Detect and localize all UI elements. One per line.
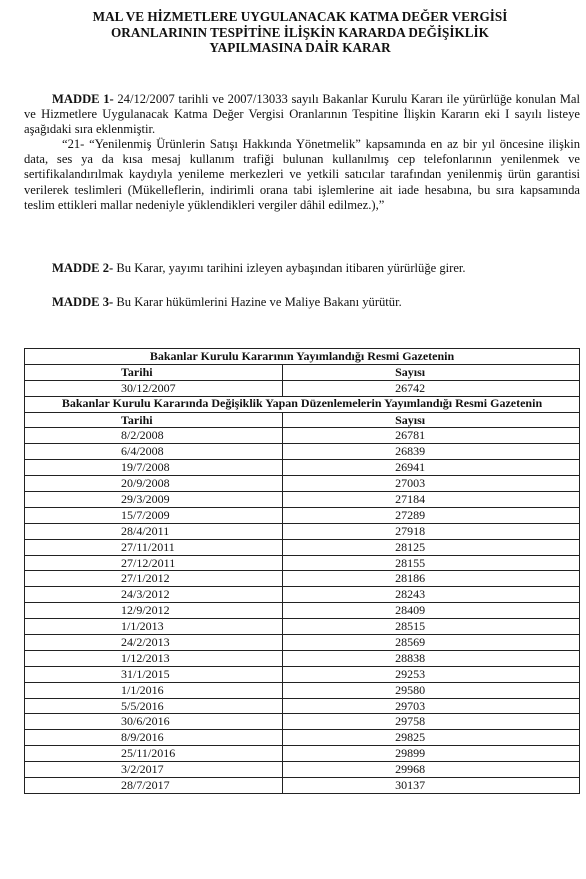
cell-number: 29253 [283, 666, 580, 682]
table-row [25, 603, 580, 619]
cell-date: 12/9/2012 [25, 603, 283, 619]
cell-date: 27/12/2011 [25, 555, 283, 571]
table-column-header-row [25, 364, 580, 380]
table-header-amendments: Bakanlar Kurulu Kararında Değişiklik Yapan Düzenlemelerin Yayımlandığı Resmi Gazetenin [25, 396, 580, 412]
cell-number: 28125 [283, 539, 580, 555]
table-row [25, 762, 580, 778]
table-row [25, 730, 580, 746]
cell-date: 27/1/2012 [25, 571, 283, 587]
table-row [25, 650, 580, 666]
column-header-number: Sayısı [283, 412, 580, 428]
cell-number: 26781 [283, 428, 580, 444]
cell-number: 26742 [283, 380, 580, 396]
table-row [25, 555, 580, 571]
cell-date: 28/4/2011 [25, 523, 283, 539]
column-header-number: Sayısı [283, 364, 580, 380]
madde-3-text: Bu Karar hükümlerini Hazine ve Maliye Bakanı yürütür. [116, 295, 402, 309]
cell-number: 30137 [283, 778, 580, 794]
madde-1-quote: “21- “Yenilenmiş Ürünlerin Satışı Hakkında Yönetmelik” kapsamında en az bir yıl öncesine ilişkin data, ses ya da kısa mesaj kullanım trafiği bulunan kullanılmış cep telefonlarının yenilenmek ve sertifikalandırılmak kaydıyla yenileme merkezleri ve yetkili satıcılar tarafından yenilenmiş ürün garantisi verilerek teslimleri (Mükelleflerin, indirimli orana tabi işlemlerine ait iade hesabına, bu sıra kapsamında teslim ettikleri mallar nedeniyle yüklendikleri vergiler dâhil edilmez.),” [24, 137, 580, 212]
cell-number: 27184 [283, 492, 580, 508]
cell-date: 28/7/2017 [25, 778, 283, 794]
cell-number: 27918 [283, 523, 580, 539]
cell-number: 29825 [283, 730, 580, 746]
cell-number: 26839 [283, 444, 580, 460]
madde-2-paragraph [24, 261, 580, 276]
document-title [40, 9, 560, 56]
table-row [25, 619, 580, 635]
table-row [25, 507, 580, 523]
cell-date: 15/7/2009 [25, 507, 283, 523]
cell-date: 1/1/2016 [25, 682, 283, 698]
cell-date: 29/3/2009 [25, 492, 283, 508]
cell-date: 8/9/2016 [25, 730, 283, 746]
gazette-table [24, 348, 580, 794]
cell-number: 29968 [283, 762, 580, 778]
title-line-1: MAL VE HİZMETLERE UYGULANACAK KATMA DEĞER VERGİSİ [92, 9, 508, 24]
cell-date: 5/5/2016 [25, 698, 283, 714]
cell-number: 28243 [283, 587, 580, 603]
cell-date: 27/11/2011 [25, 539, 283, 555]
cell-number: 29899 [283, 746, 580, 762]
cell-date: 24/2/2013 [25, 635, 283, 651]
cell-date: 3/2/2017 [25, 762, 283, 778]
table-row [25, 523, 580, 539]
table-header-amendments-row [25, 396, 580, 412]
table-row-original [25, 380, 580, 396]
table-row [25, 746, 580, 762]
table-row [25, 492, 580, 508]
cell-number: 28186 [283, 571, 580, 587]
cell-number: 29703 [283, 698, 580, 714]
table-row [25, 476, 580, 492]
cell-number: 29580 [283, 682, 580, 698]
cell-date: 8/2/2008 [25, 428, 283, 444]
cell-number: 28155 [283, 555, 580, 571]
table-row [25, 778, 580, 794]
cell-number: 27289 [283, 507, 580, 523]
madde-1-label: MADDE 1- [52, 92, 114, 106]
cell-date: 30/12/2007 [25, 380, 283, 396]
cell-number: 28838 [283, 650, 580, 666]
madde-1-text: 24/12/2007 tarihli ve 2007/13033 sayılı Bakanlar Kurulu Kararı ile yürürlüğe konulan Mal ve Hizmetlere Uygulanacak Katma Değer Vergisi Oranlarının Tespitine İlişkin Kararın eki I sayılı listeye aşağıdaki sıra eklenmiştir. [24, 92, 580, 137]
table-row [25, 539, 580, 555]
madde-3-label: MADDE 3- [52, 295, 114, 309]
table-header-row [25, 349, 580, 365]
column-header-date: Tarihi [25, 364, 283, 380]
cell-date: 24/3/2012 [25, 587, 283, 603]
madde-3-paragraph [24, 295, 580, 310]
table-row [25, 428, 580, 444]
cell-number: 28409 [283, 603, 580, 619]
table-row [25, 587, 580, 603]
madde-1-paragraph [24, 92, 580, 138]
cell-number: 28515 [283, 619, 580, 635]
cell-date: 19/7/2008 [25, 460, 283, 476]
table-row [25, 714, 580, 730]
table-row [25, 635, 580, 651]
madde-2-text: Bu Karar, yayımı tarihini izleyen aybaşından itibaren yürürlüğe girer. [116, 261, 466, 275]
cell-date: 30/6/2016 [25, 714, 283, 730]
table-row [25, 444, 580, 460]
title-line-3: YAPILMASINA DAİR KARAR [209, 40, 391, 55]
table-row [25, 682, 580, 698]
cell-number: 28569 [283, 635, 580, 651]
table-row [25, 571, 580, 587]
cell-date: 1/1/2013 [25, 619, 283, 635]
cell-number: 27003 [283, 476, 580, 492]
cell-number: 29758 [283, 714, 580, 730]
table-row [25, 698, 580, 714]
table-column-header-row [25, 412, 580, 428]
cell-date: 1/12/2013 [25, 650, 283, 666]
madde-2-label: MADDE 2- [52, 261, 114, 275]
column-header-date: Tarihi [25, 412, 283, 428]
cell-date: 20/9/2008 [25, 476, 283, 492]
table-row [25, 666, 580, 682]
cell-date: 25/11/2016 [25, 746, 283, 762]
table-row [25, 460, 580, 476]
table-header-original: Bakanlar Kurulu Kararının Yayımlandığı Resmi Gazetenin [25, 349, 580, 365]
cell-number: 26941 [283, 460, 580, 476]
cell-date: 31/1/2015 [25, 666, 283, 682]
title-line-2: ORANLARININ TESPİTİNE İLİŞKİN KARARDA DEĞİŞİKLİK [111, 24, 489, 40]
cell-date: 6/4/2008 [25, 444, 283, 460]
